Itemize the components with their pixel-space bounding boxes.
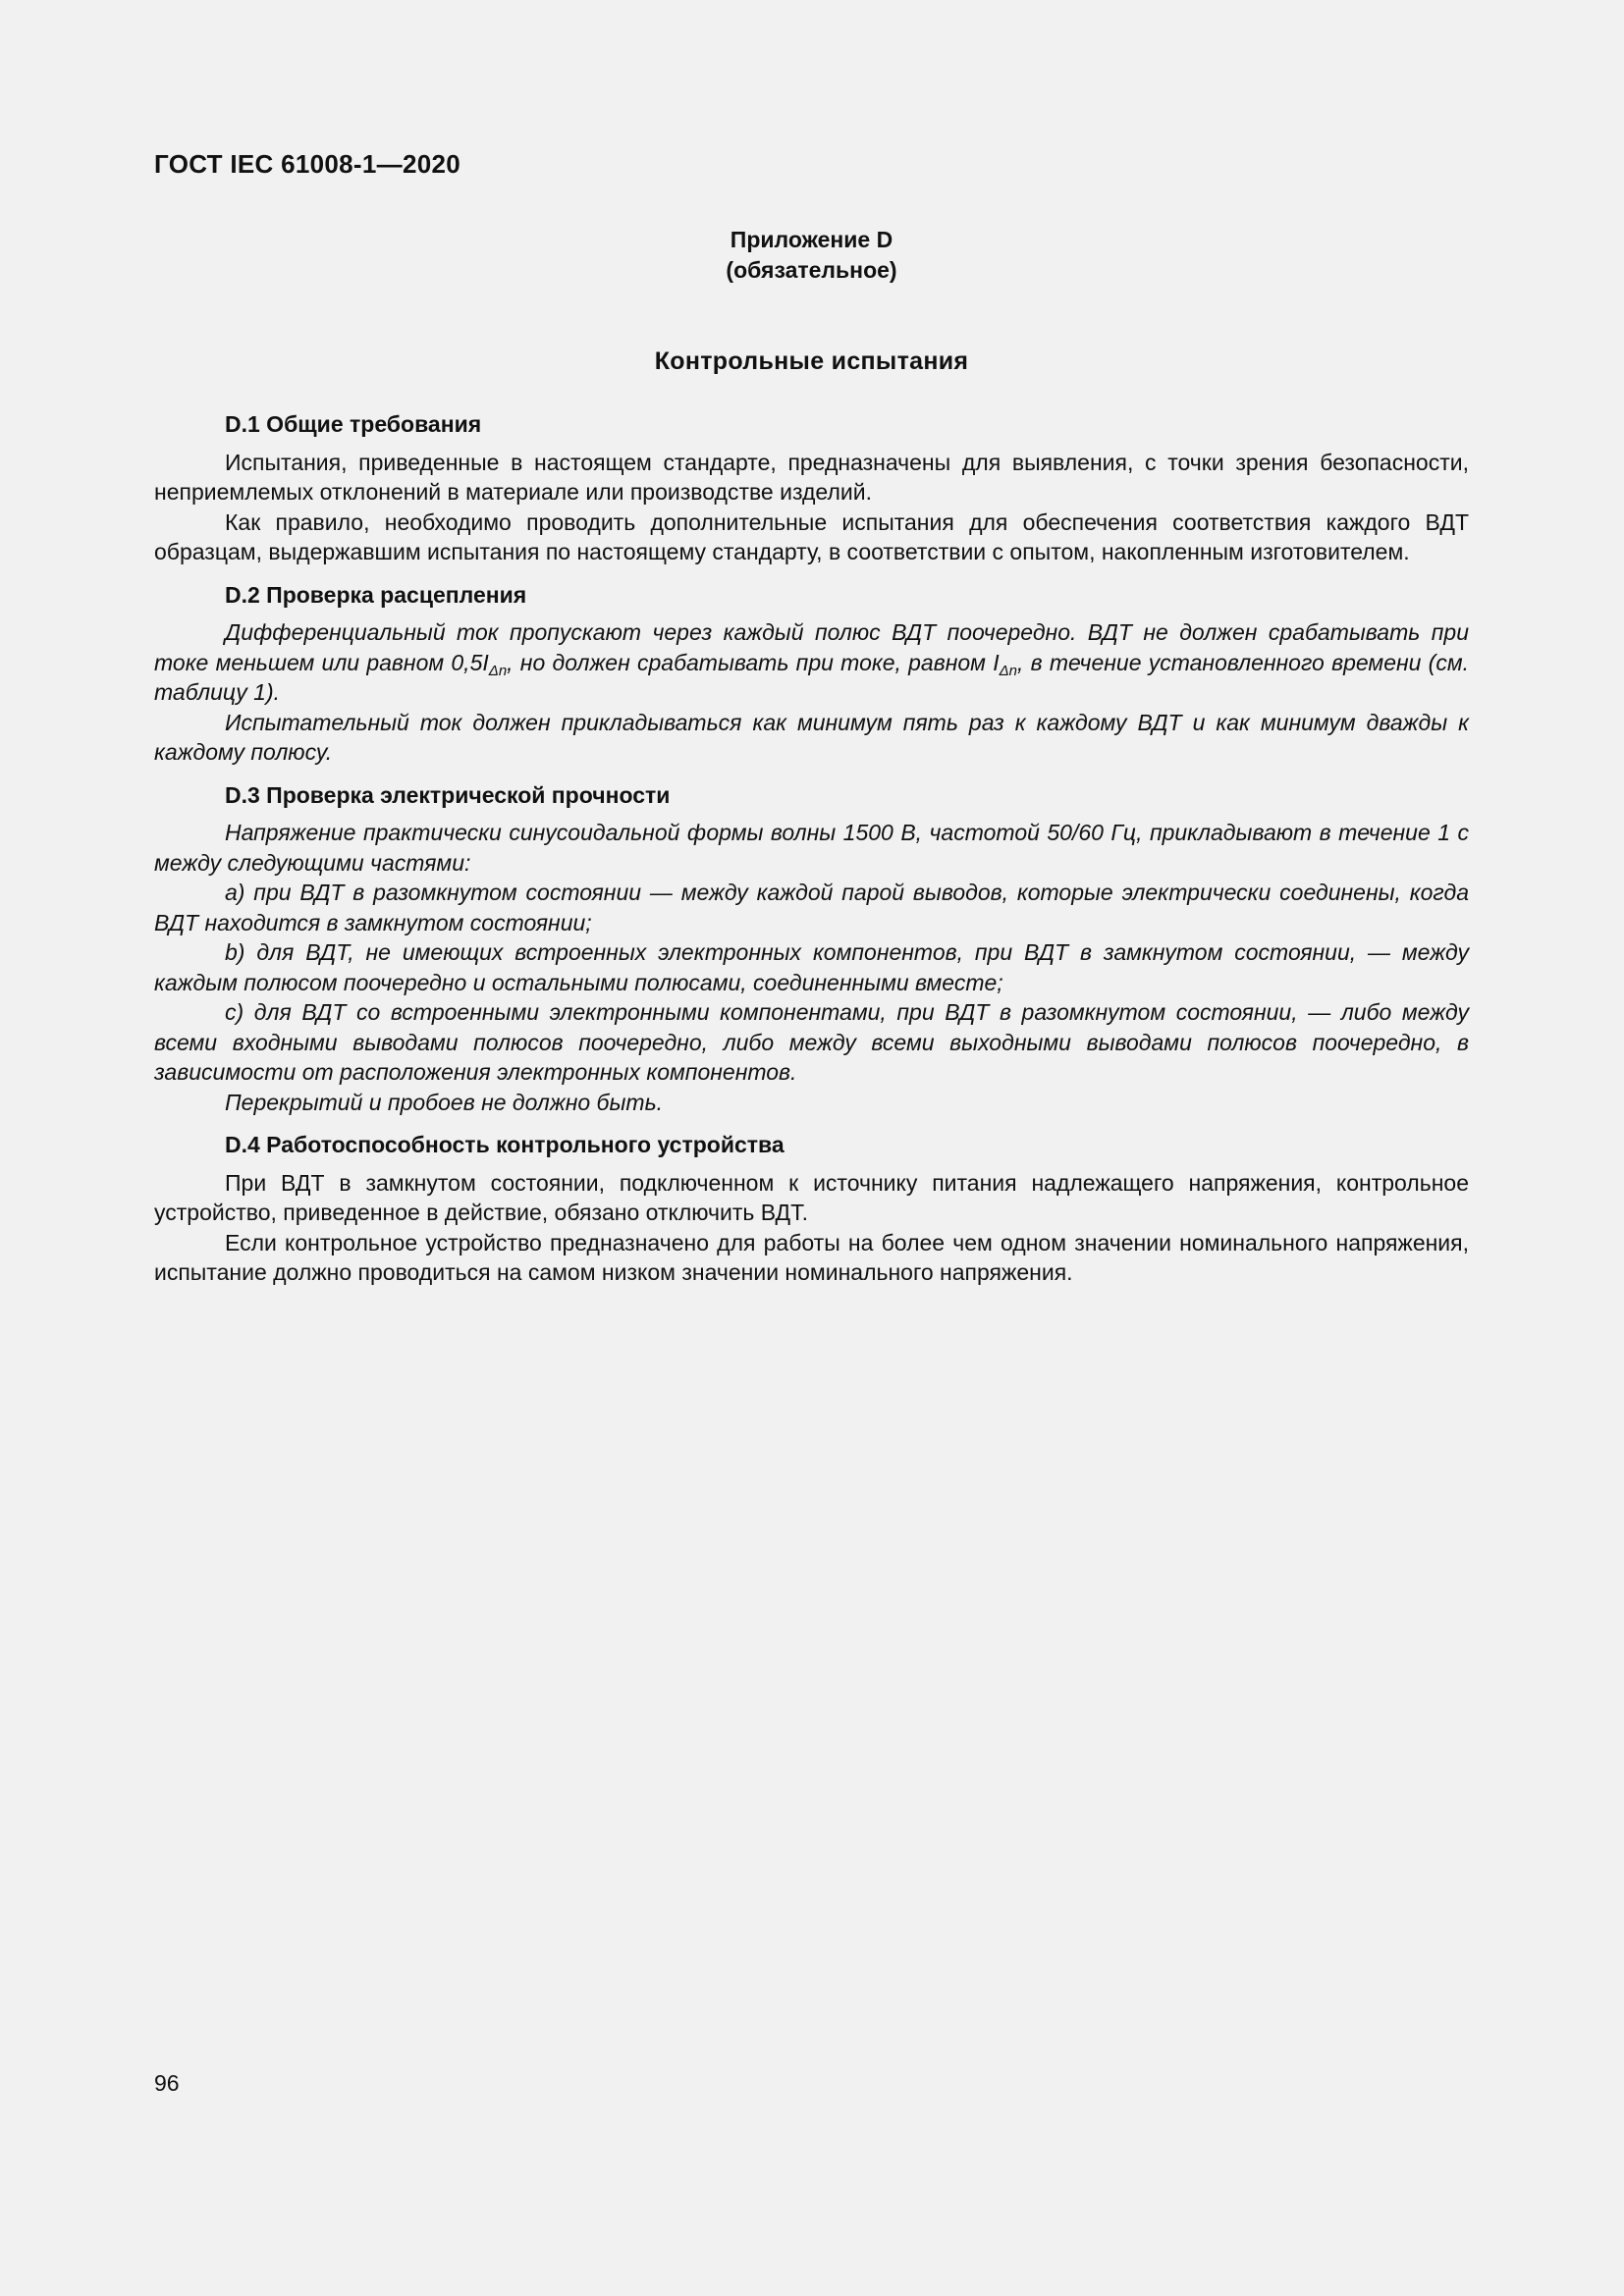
text-run: Дифференциальный ток пропускают через каждый полюс ВДТ поочередно. ВДТ не должен срабатывать при токе меньшем или равном 0,5I: [154, 619, 1469, 675]
page-number: 96: [154, 2070, 180, 2096]
subscript-delta-n: Δn: [488, 662, 508, 679]
annex-title: Контрольные испытания: [654, 347, 969, 375]
annex-status: (обязательное): [726, 257, 897, 283]
section-d3: [154, 780, 1469, 1118]
text-run: , но должен срабатывать при токе, равном I: [507, 649, 1000, 675]
list-item-c: c) для ВДТ со встроенными электронными компонентами, при ВДТ в разомкнутом состоянии, — либо между всеми входными выводами полюсов поочередно, либо между всеми выходными выводами полюсов поочередно, в зависимости от расположения электронных компонентов.: [154, 999, 1469, 1085]
section-heading: D.1 Общие требования: [225, 411, 482, 437]
paragraph: Если контрольное устройство предназначено для работы на более чем одном значении номинального напряжения, испытание должно проводиться на самом низком значении номинального напряжения.: [154, 1229, 1469, 1285]
list-item-a: a) при ВДТ в разомкнутом состоянии — между каждой парой выводов, которые электрически соединены, когда ВДТ находится в замкнутом состоянии;: [154, 880, 1469, 935]
standard-code-header: ГОСТ IEC 61008-1—2020: [154, 149, 460, 179]
section-heading: D.4 Работоспособность контрольного устройства: [225, 1132, 785, 1157]
annex-heading: [154, 225, 1469, 286]
paragraph: При ВДТ в замкнутом состоянии, подключенном к источнику питания надлежащего напряжения, контрольное устройство, приведенное в действие, обязано отключить ВДТ.: [154, 1169, 1469, 1225]
document-body: [154, 409, 1469, 1301]
section-d1: [154, 409, 1469, 567]
section-d2: [154, 580, 1469, 768]
paragraph: Перекрытий и пробоев не должно быть.: [225, 1089, 664, 1115]
paragraph: Испытательный ток должен прикладываться как минимум пять раз к каждому ВДТ и как минимум дважды к каждому полюсу.: [154, 709, 1469, 765]
subscript-delta-n: Δn: [999, 662, 1017, 679]
annex-label: Приложение D: [730, 227, 893, 252]
paragraph: Как правило, необходимо проводить дополнительные испытания для обеспечения соответствия каждого ВДТ образцам, выдержавшим испытания по настоящему стандарту, в соответствии с опытом, накопленным изготовителем.: [154, 508, 1469, 564]
paragraph: Испытания, приведенные в настоящем стандарте, предназначены для выявления, с точки зрения безопасности, неприемлемых отклонений в материале или производстве изделий.: [154, 449, 1469, 505]
paragraph-with-subscripts: [154, 617, 1469, 708]
section-heading: D.3 Проверка электрической прочности: [225, 781, 671, 808]
list-item-b: b) для ВДТ, не имеющих встроенных электронных компонентов, при ВДТ в замкнутом состоянии, — между каждым полюсом поочередно и остальными полюсами, соединенными вместе;: [154, 939, 1469, 995]
section-d4: [154, 1130, 1469, 1288]
paragraph: Напряжение практически синусоидальной формы волны 1500 В, частотой 50/60 Гц, прикладывают в течение 1 с между следующими частями:: [154, 820, 1469, 876]
section-heading: D.2 Проверка расцепления: [225, 581, 527, 608]
text-run: , в течение установленного времени (см. таблицу 1).: [154, 649, 1469, 705]
